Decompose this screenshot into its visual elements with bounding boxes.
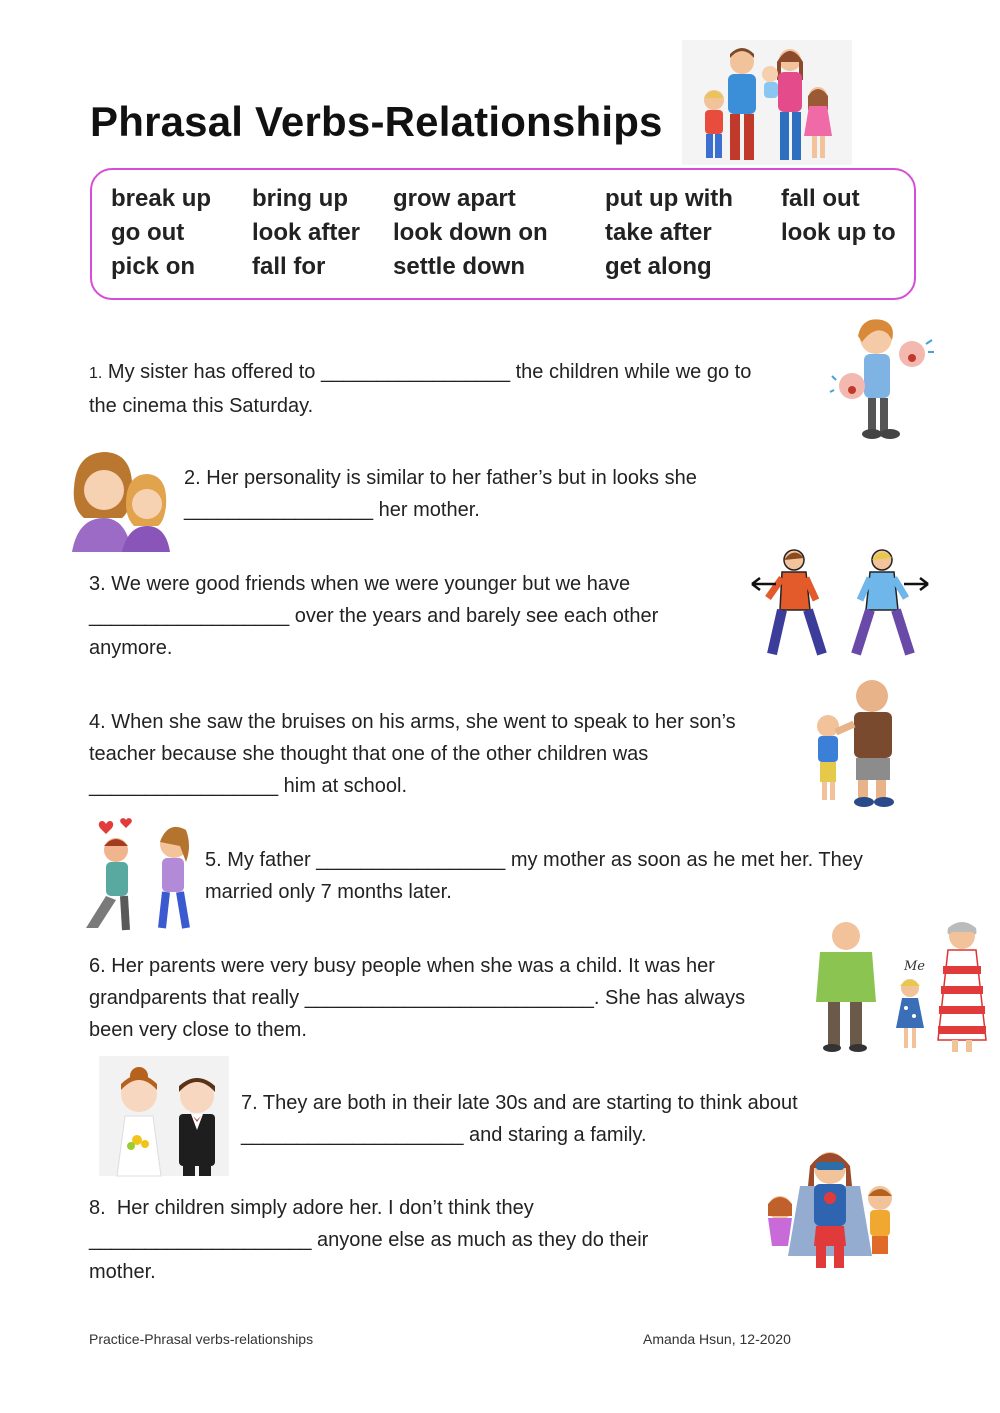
question-7 — [241, 1087, 798, 1151]
question-text: over the years and barely see each other — [294, 605, 659, 627]
question-number: 1. — [89, 365, 103, 382]
page-title: Phrasal Verbs-Relationships — [90, 98, 663, 145]
answer-blank[interactable]: _________________ — [89, 775, 279, 797]
question-text: him at school. — [283, 775, 408, 797]
question-number: 3. — [89, 573, 106, 595]
grandparents-illustration — [806, 916, 998, 1056]
word-bank-item: grow apart — [393, 185, 516, 212]
answer-blank[interactable]: _________________ — [320, 361, 511, 383]
question-text: Her parents were very busy people when she was a child. It was her — [111, 955, 715, 977]
word-bank-item: pick on — [111, 253, 196, 280]
question-text: When she saw the bruises on his arms, she went to speak to her son’s — [111, 711, 736, 733]
question-text: Her children simply adore her. I don’t think they — [116, 1197, 534, 1219]
question-number: 4. — [89, 711, 106, 733]
question-text: grandparents that really — [89, 987, 300, 1009]
question-text: My father — [227, 849, 311, 871]
word-bank-item: fall for — [252, 253, 326, 280]
family-illustration — [682, 40, 852, 165]
super-mom-illustration — [760, 1146, 900, 1270]
word-bank-item: look after — [252, 219, 361, 246]
word-bank-item: look down on — [393, 219, 548, 246]
question-6 — [89, 950, 745, 1046]
word-bank-box — [90, 168, 916, 300]
footer-right: Amanda Hsun, 12-2020 — [643, 1331, 791, 1347]
answer-blank[interactable]: __________________ — [89, 605, 290, 627]
question-text: My sister has offered to — [107, 361, 316, 383]
word-bank-item: look up to — [781, 219, 896, 246]
answer-blank[interactable]: _________________ — [184, 499, 374, 521]
question-number: 6. — [89, 955, 106, 977]
bride-groom-illustration — [99, 1056, 229, 1176]
word-bank-item: get along — [605, 253, 712, 280]
answer-blank[interactable]: __________________________ — [304, 987, 594, 1009]
answer-blank[interactable]: ____________________ — [241, 1124, 464, 1146]
answer-blank[interactable]: ____________________ — [89, 1229, 312, 1251]
question-text: been very close to them. — [89, 1019, 307, 1041]
question-number: 8. — [89, 1197, 106, 1219]
question-2 — [184, 462, 697, 526]
me-label: Me — [904, 959, 926, 974]
word-bank-item: break up — [111, 185, 212, 212]
word-bank-item: take after — [605, 219, 712, 246]
question-text: and staring a family. — [469, 1124, 647, 1146]
question-number: 5. — [205, 849, 222, 871]
word-bank-item: go out — [111, 219, 185, 246]
love-couple-illustration — [76, 816, 198, 936]
question-text: They are both in their late 30s and are starting to think about — [262, 1092, 798, 1114]
word-bank-item: bring up — [252, 185, 348, 212]
question-text: anymore. — [89, 637, 173, 659]
question-5 — [205, 844, 863, 908]
question-text: We were good friends when we were younger but we have — [111, 573, 631, 595]
question-text: teacher because she thought that one of the other children was — [89, 743, 649, 765]
question-text: . She has always — [593, 987, 746, 1009]
word-bank-item: fall out — [781, 185, 860, 212]
mother-daughter-illustration — [70, 448, 170, 552]
question-text: mother. — [89, 1261, 156, 1283]
question-number: 7. — [241, 1092, 258, 1114]
word-bank-item: settle down — [393, 253, 526, 280]
question-1 — [89, 356, 751, 422]
question-text: anyone else as much as they do their — [317, 1229, 649, 1251]
question-text: my mother as soon as he met her. They — [510, 849, 863, 871]
question-3 — [89, 568, 658, 664]
question-text: Her personality is similar to her father’s but in looks she — [206, 467, 697, 489]
question-text: the cinema this Saturday. — [89, 395, 314, 417]
word-bank-item: put up with — [605, 185, 733, 212]
babysitter-illustration — [832, 312, 936, 440]
question-text: the children while we go to — [515, 361, 752, 383]
walking-apart-illustration — [750, 548, 930, 662]
answer-blank[interactable]: _________________ — [316, 849, 506, 871]
bully-illustration — [810, 674, 902, 808]
question-4 — [89, 706, 736, 802]
question-8 — [89, 1192, 648, 1288]
question-text: married only 7 months later. — [205, 881, 452, 903]
footer-left: Practice-Phrasal verbs-relationships — [89, 1331, 314, 1347]
question-number: 2. — [184, 467, 201, 489]
question-text: her mother. — [378, 499, 480, 521]
